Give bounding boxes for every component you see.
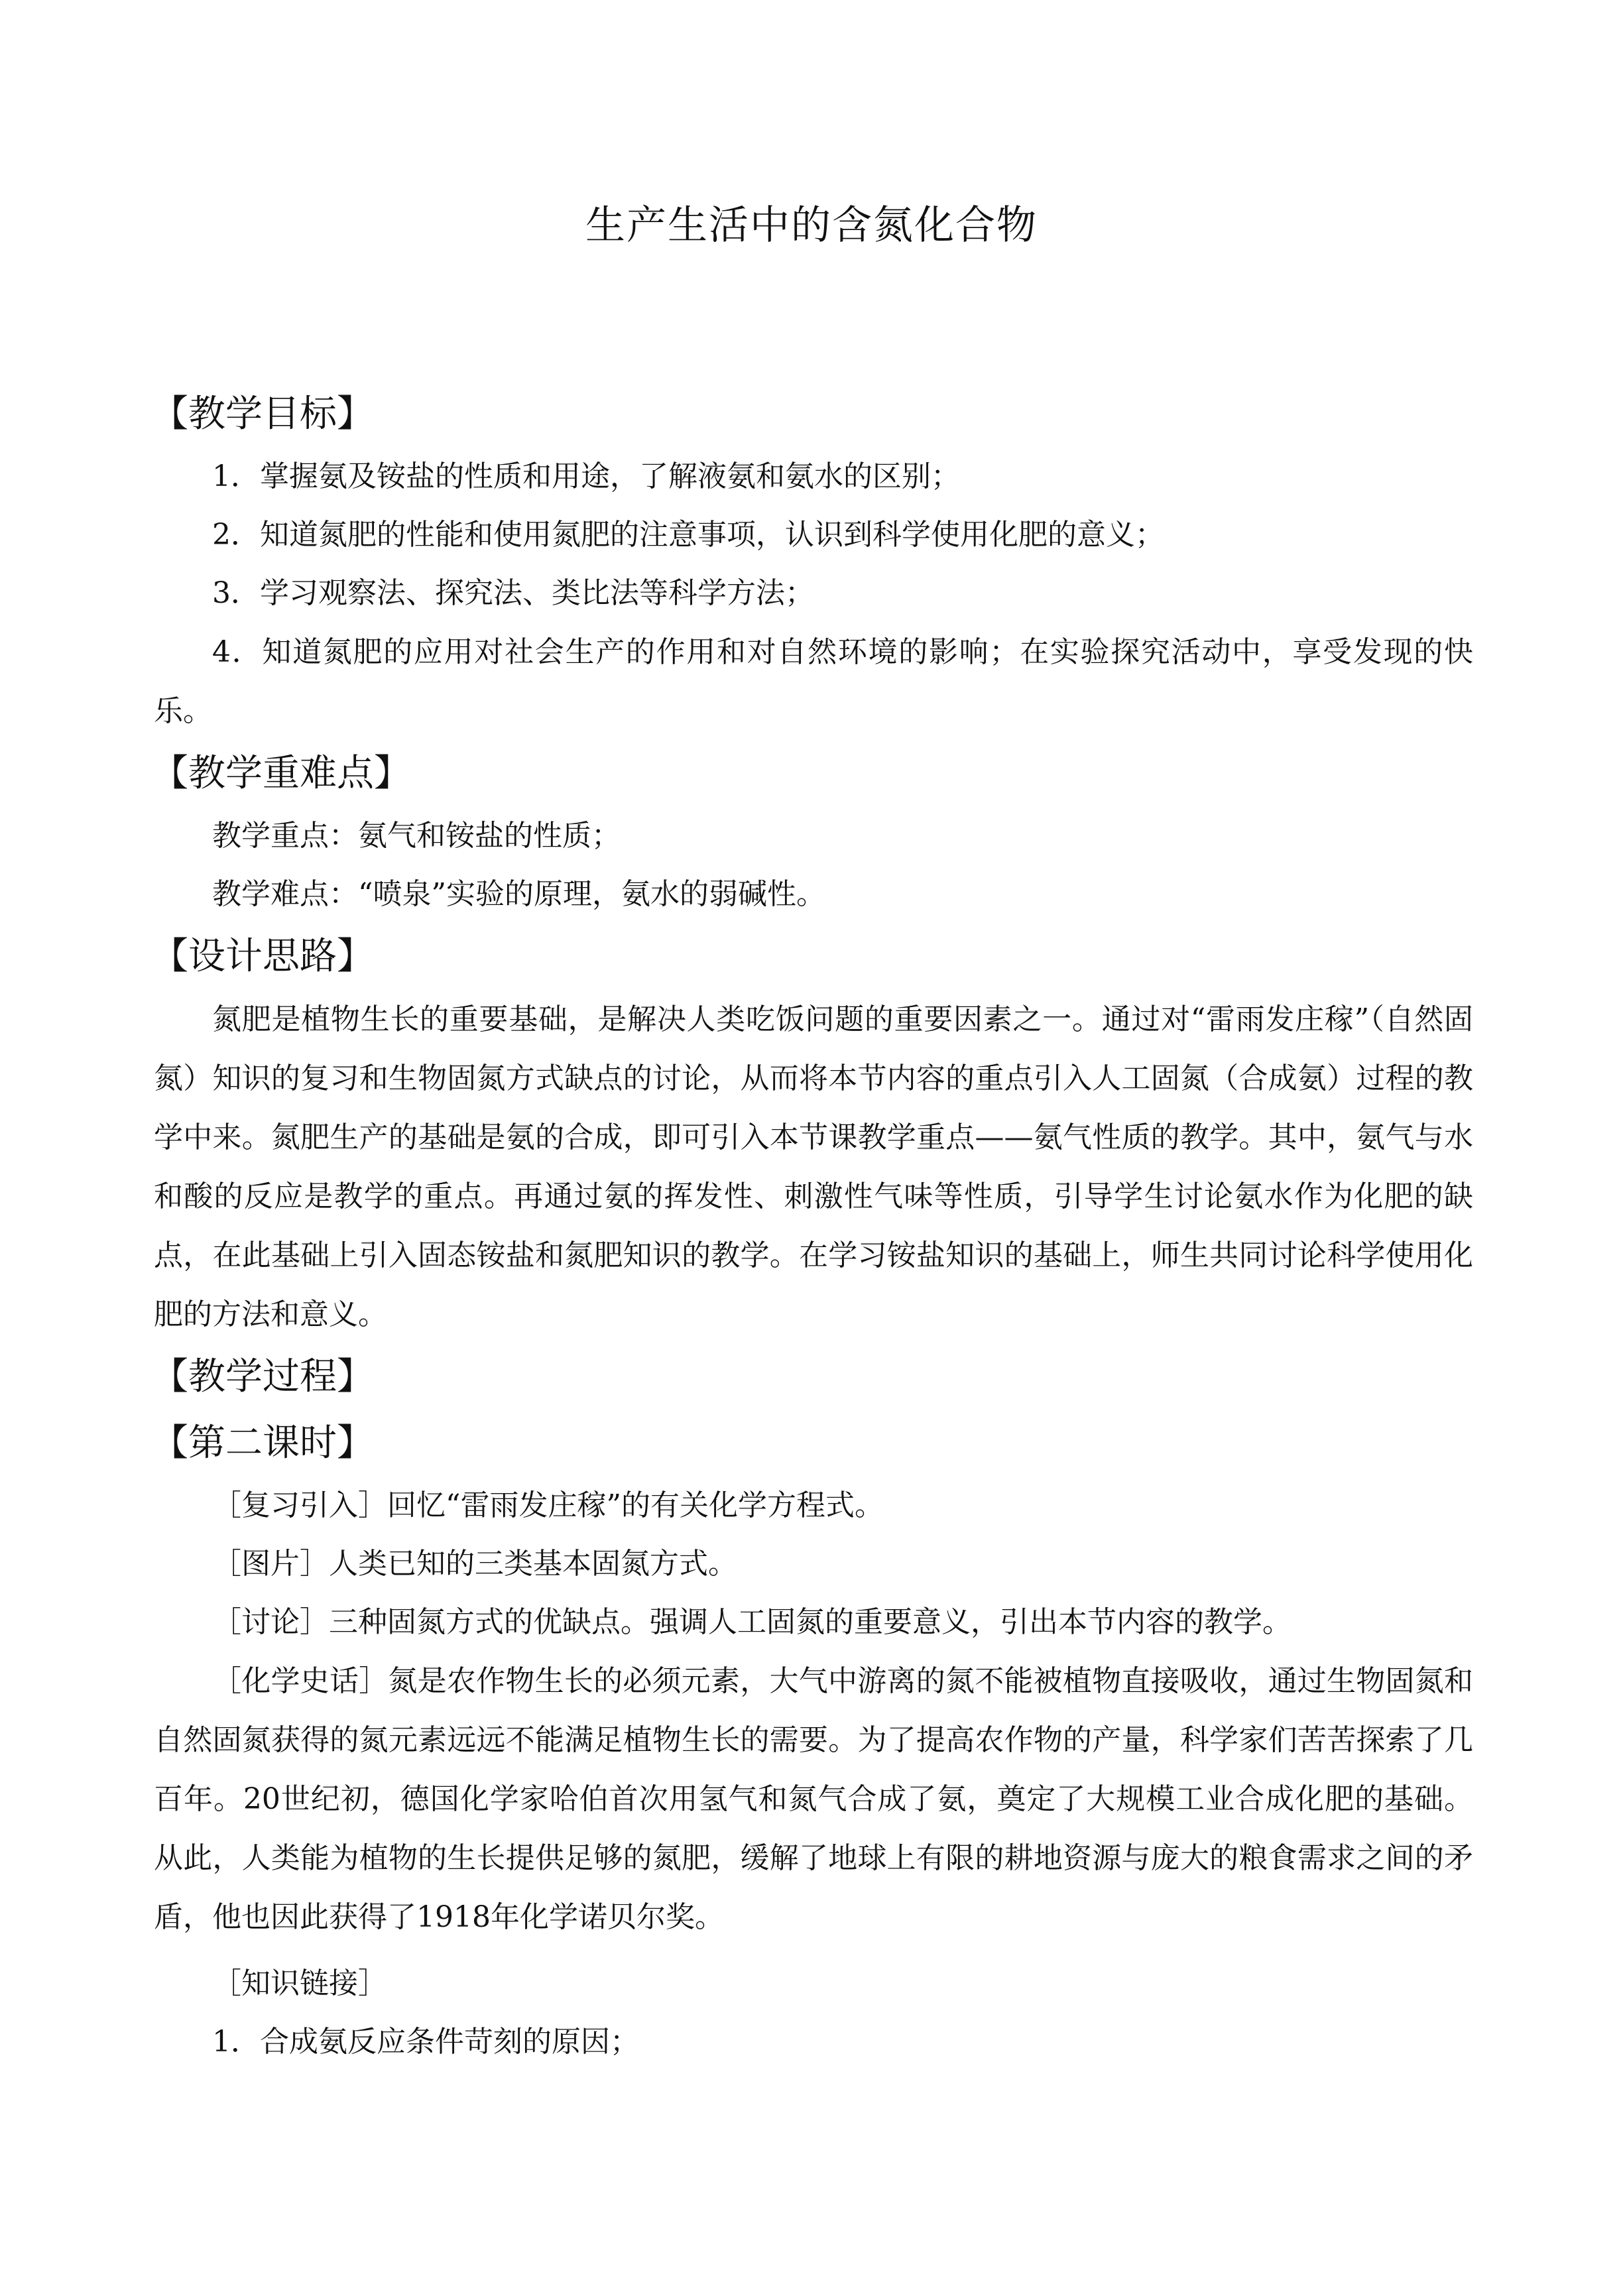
key-focus-text: 教学重点：氨气和铵盐的性质； <box>212 819 621 853</box>
objective-item-1: 1．掌握氨及铵盐的性质和用途，了解液氨和氨水的区别； <box>212 459 960 493</box>
design-paragraph: 氮肥是植物生长的重要基础，是解决人类吃饭问题的重要因素之一。通过对“雷雨发庄稼”（自然固氮）知识的复习和生物固氮方式缺点的讨论，从而将本节内容的重点引入人工固氮（合成氨）过程的教学中来。氮肥生产的基础是氨的合成，即可引入本节课教学重点——氨气性质的教学。其中，氨气与水和酸的反应是教学的重点。再通过氨的挥发性、刺激性气味等性质，引导学生讨论氨水作为化肥的缺点，在此基础上引入固态铵盐和氮肥知识的教学。在学习铵盐知识的基础上，师生共同讨论科学使用化肥的方法和意义。 <box>154 1002 1474 1331</box>
discussion-text: ［讨论］三种固氮方式的优缺点。强调人工固氮的重要意义，引出本节内容的教学。 <box>212 1605 1292 1639</box>
objective-item-4: 4．知道氮肥的应用对社会生产的作用和对自然环境的影响；在实验探究活动中，享受发现的快乐。 <box>154 635 1473 728</box>
objective-item-3: 3．学习观察法、探究法、类比法等科学方法； <box>212 576 814 610</box>
section-heading-design: 【设计思路】 <box>151 935 374 978</box>
knowledge-link-label: ［知识链接］ <box>212 1966 387 2000</box>
document-body <box>151 381 1474 2071</box>
knowledge-link-item-1: 1．合成氨反应条件苛刻的原因； <box>212 2025 639 2059</box>
section-heading-keypoints: 【教学重难点】 <box>151 752 411 795</box>
key-difficulty-text: 教学难点：“喷泉”实验的原理，氨水的弱碱性。 <box>212 877 825 911</box>
section-heading-process: 【教学过程】 <box>151 1355 374 1398</box>
section-heading-lesson2: 【第二课时】 <box>151 1421 374 1465</box>
chemistry-history-paragraph: ［化学史话］氮是农作物生长的必须元素，大气中游离的氮不能被植物直接吸收，通过生物固氮和自然固氮获得的氮元素远远不能满足植物生长的需要。为了提高农作物的产量，科学家们苦苦探索了几百年。20世纪初，德国化学家哈伯首次用氢气和氮气合成了氨，奠定了大规模工业合成化肥的基础。从此，人类能为植物的生长提供足够的氮肥，缓解了地球上有限的耕地资源与庞大的粮食需求之间的矛盾，他也因此获得了1918年化学诺贝尔奖。 <box>154 1664 1473 1934</box>
section-heading-objectives: 【教学目标】 <box>151 393 374 436</box>
document-title: 生产生活中的含氮化合物 <box>585 202 1038 249</box>
picture-note-text: ［图片］人类已知的三类基本固氮方式。 <box>212 1547 737 1581</box>
review-intro-text: ［复习引入］回忆“雷雨发庄稼”的有关化学方程式。 <box>212 1488 884 1522</box>
objective-item-2: 2．知道氮肥的性能和使用氮肥的注意事项，认识到科学使用化肥的意义； <box>212 518 1164 552</box>
